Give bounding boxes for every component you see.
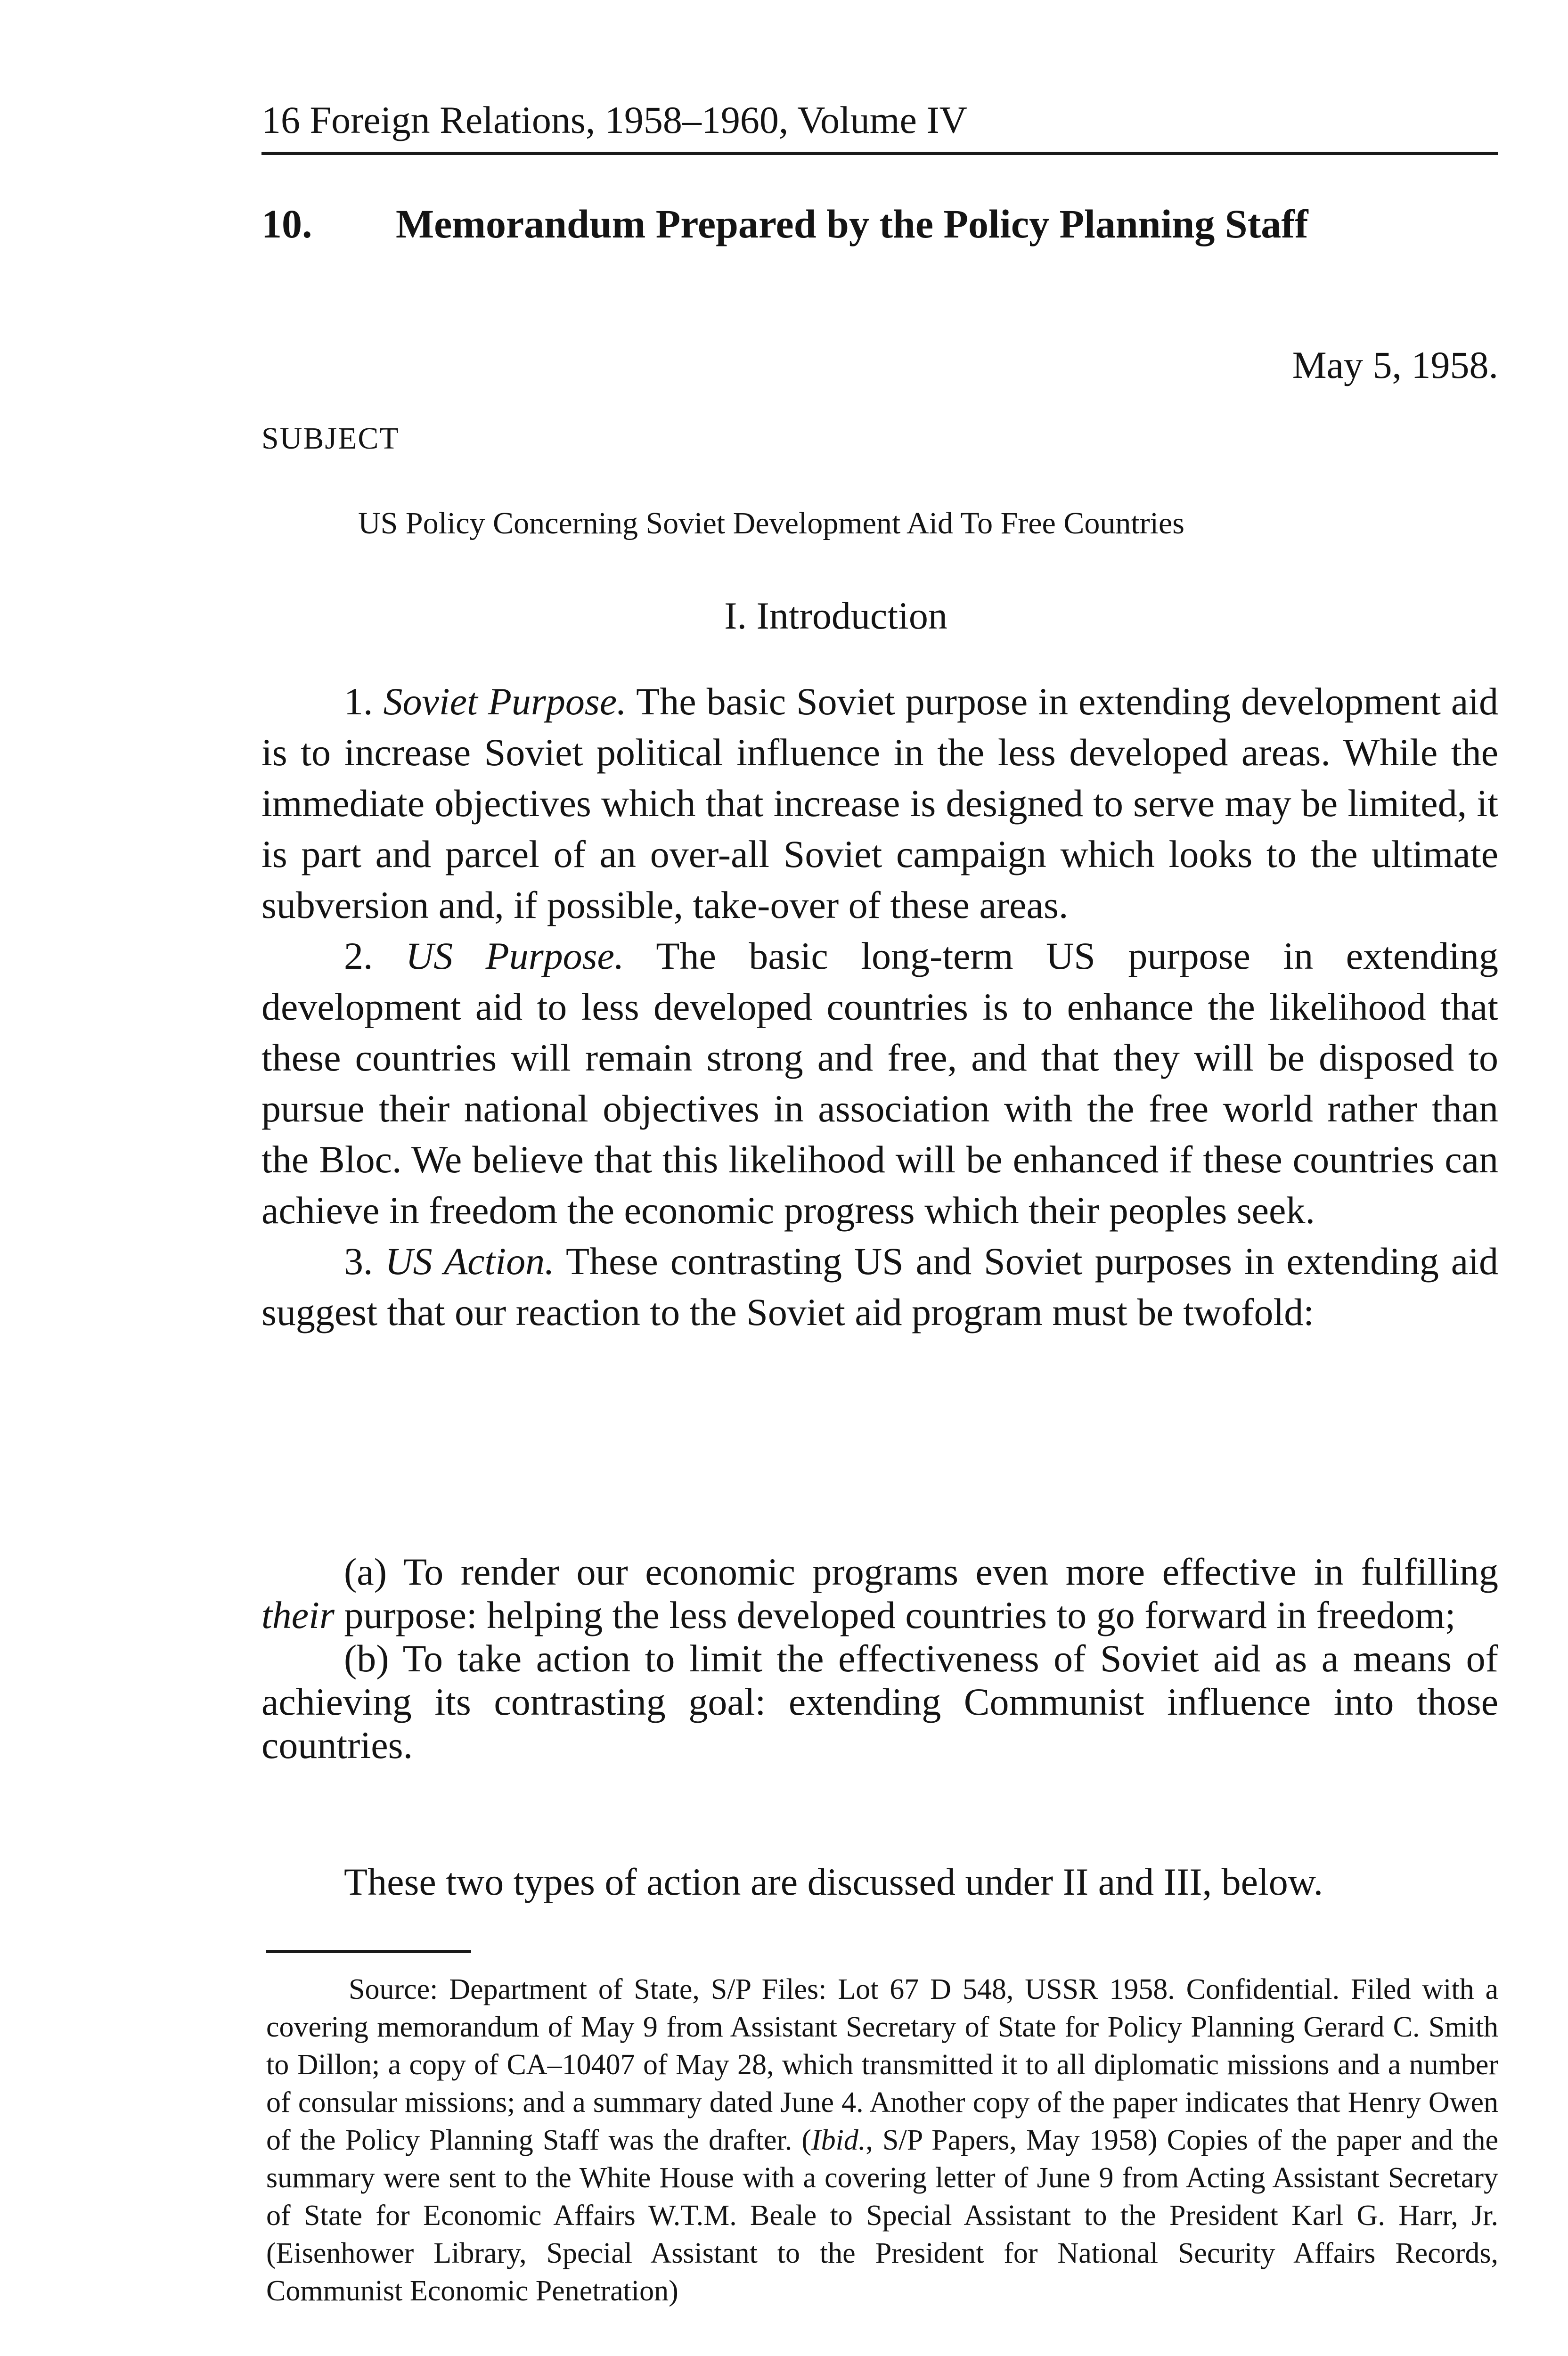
document-number: 10. — [261, 201, 312, 246]
paragraph-number: 2. — [344, 934, 373, 977]
paragraph-text: The basic Soviet purpose in extending development aid is to increase Soviet political influence in the less developed areas. While the immediate objectives which that increase is designed to serve may be limited, it is part and parcel of an over-all Soviet campaign which looks to the ultimate subversion and, if possible, take-over of these areas. — [261, 680, 1498, 926]
paragraph-number: 3. — [344, 1240, 373, 1283]
subject-text: US Policy Concerning Soviet Development Aid To Free Countries — [358, 506, 1184, 540]
running-head: 16 Foreign Relations, 1958–1960, Volume IV — [261, 98, 967, 141]
document-heading — [261, 198, 1498, 250]
closing-line: These two types of action are discussed under II and III, below. — [344, 1860, 1323, 1903]
sub-item-b: (b) To take action to limit the effectiveness of Soviet aid as a means of achieving its contrasting goal: extending Communist influence into those countries. — [261, 1637, 1498, 1767]
footnote-rule — [266, 1950, 471, 1953]
paragraph-us-purpose — [261, 931, 1498, 1236]
subject-label: SUBJECT — [261, 421, 400, 456]
header-rule — [261, 152, 1498, 155]
paragraph-lead: US Purpose. — [405, 934, 624, 977]
sub-items — [261, 1550, 1498, 1767]
sub-item-a: (a) To render our economic programs even more effective in fulfilling their purpose: helping the less developed countries to go forward in freedom; — [261, 1550, 1498, 1636]
ibid: Ibid. — [811, 2124, 866, 2156]
body-text — [261, 676, 1498, 1338]
paragraph-soviet-purpose — [261, 676, 1498, 931]
document-date: May 5, 1958. — [1292, 344, 1498, 386]
paragraph-text: These contrasting US and Soviet purposes in extending aid suggest that our reaction to the Soviet aid program must be twofold: — [261, 1240, 1498, 1333]
emphasis: their — [261, 1594, 335, 1636]
paragraph-text: The basic long-term US purpose in extending development aid to less developed countries is to enhance the likelihood that these countries will remain strong and free, and that they will be disposed to pursue their national objectives in association with the free world rather than the Bloc. We believe that this likelihood will be enhanced if these countries can achieve in freedom the economic progress which their peoples seek. — [261, 934, 1498, 1232]
source-footnote: Source: Department of State, S/P Files: Lot 67 D 548, USSR 1958. Confidential. Filed with a covering memorandum of May 9 from Assistant Secretary of State for Policy Planning Gerard C. Smith to Dillon; a copy of CA–10407 of May 28, which transmitted it to all diplomatic missions and a number of consular missions; and a summary dated June 4. Another copy of the paper indicates that Henry Owen of the Policy Planning Staff was the drafter. (Ibid., S/P Papers, May 1958) Copies of the paper and the summary were sent to the White House with a covering letter of June 9 from Acting Assistant Secretary of State for Economic Affairs W.T.M. Beale to Special Assistant to the President Karl G. Harr, Jr. (Eisenhower Library, Special Assistant to the President for National Security Affairs Records, Communist Economic Penetration) — [266, 1973, 1498, 2307]
paragraph-lead: Soviet Purpose. — [383, 680, 627, 723]
paragraph-us-action — [261, 1236, 1498, 1338]
section-heading: I. Introduction — [724, 594, 947, 637]
paragraph-lead: US Action. — [385, 1240, 555, 1283]
document-title: Memorandum Prepared by the Policy Planning Staff — [396, 201, 1308, 246]
paragraph-number: 1. — [344, 680, 373, 723]
